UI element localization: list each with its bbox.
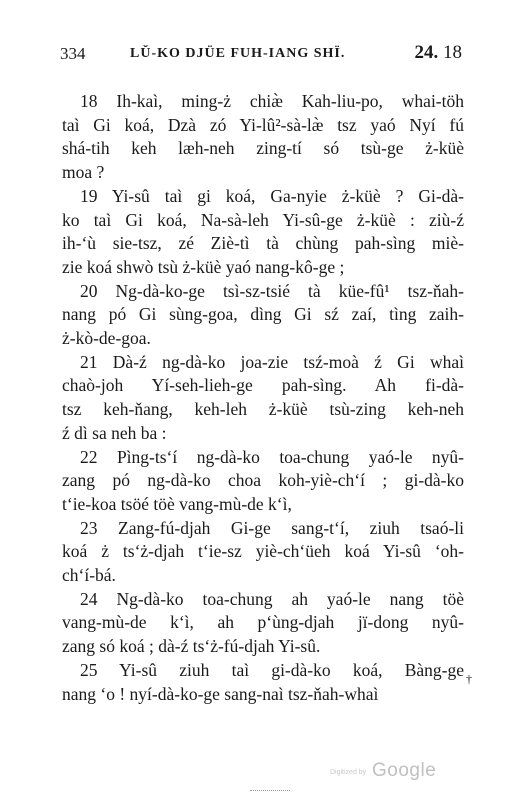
verse-line: zie koá shwò tsù ż-küè yaó nang-kô-ge ; — [62, 256, 345, 277]
verse-line: nang pó Gi sùng-goa, dìng Gi sź zaí, tìng zaih- — [62, 304, 464, 325]
verse-paragraph — [62, 659, 464, 706]
verse-paragraph — [62, 588, 464, 659]
verse-paragraph — [62, 280, 464, 351]
verse-paragraph — [62, 446, 464, 517]
margin-mark: † — [466, 672, 472, 686]
verse-line: taì Gi koá, Dzà zó Yi-lû²-sà-læ̀ tsz yaó Nyí fú — [62, 114, 464, 135]
verse-line: nang ʻo ! nyí-dà-ko-ge sang-naì tsz-ňah-whaì — [62, 683, 379, 704]
verse-line: chʻí-bá. — [62, 565, 116, 586]
running-title: LŬ-KO DJÜE FUH-IANG SHÏ. — [130, 46, 346, 61]
verse-line: 25 Yi-sû ziuh taì gi-dà-ko koá, Bàng-ge — [80, 659, 464, 680]
watermark-prefix: Digitized by — [330, 769, 367, 776]
verse-line: 21 Dà-ź ng-dà-ko joa-zie tsź-moà ź Gi whaì — [80, 351, 464, 372]
verse-line: ź dì sa neh ba : — [62, 422, 167, 443]
verse-paragraph — [62, 185, 464, 280]
digitized-watermark — [330, 762, 440, 784]
page-body-text — [62, 90, 464, 706]
verse-line: moa ? — [62, 162, 105, 183]
google-logo: Google — [372, 760, 437, 781]
verse-line: zang pó ng-dà-ko choa koh-yiè-chʻí ; gi-dà-ko — [62, 470, 464, 491]
verse-paragraph — [62, 351, 464, 446]
verse-line: vang-mù-de kʻì, ah pʻùng-djah jï-dong nyû- — [62, 612, 464, 633]
verse-number: 18 — [443, 42, 462, 63]
verse-line: tsz keh-ňang, keh-leh ż-küè tsù-zing keh-neh — [62, 399, 464, 420]
verse-line: zang só koá ; dà-ź tsʻż-fú-djah Yi-sû. — [62, 636, 321, 657]
verse-paragraph — [62, 90, 464, 185]
verse-line: 22 Pìng-tsʻí ng-dà-ko toa-chung yaó-le nyû- — [80, 446, 464, 467]
verse-line: ko taì Gi koá, Na-sà-leh Yi-sû-ge ż-küè : ziù-ź — [62, 209, 464, 230]
chapter-number: 24. — [414, 42, 439, 63]
verse-line: ż-kò-de-goa. — [62, 328, 151, 349]
verse-line: ih-ʻù sie-tsz, zé Ziè-tì tà chùng pah-sìng miè- — [62, 233, 464, 254]
chapter-verse-ref — [415, 42, 463, 64]
verse-line: 19 Yi-sû taì gi koá, Ga-nyie ż-küè ? Gi-dà- — [80, 185, 464, 206]
running-header — [60, 42, 462, 68]
verse-line: chaò-joh Yí-seh-lieh-ge pah-sìng. Ah fi-dà- — [62, 375, 464, 396]
verse-line: tʻie-koa tsöé töè vang-mù-de kʻì, — [62, 493, 292, 514]
verse-line: shá-tih keh læh-neh zing-tí só tsù-ge ż-küè — [62, 138, 464, 159]
verse-line: 23 Zang-fú-djah Gi-ge sang-tʻí, ziuh tsaó-li — [80, 517, 464, 538]
verse-line: 24 Ng-dà-ko toa-chung ah yaó-le nang töè — [80, 588, 464, 609]
verse-line: 20 Ng-dà-ko-ge tsì-sz-tsié tà küe-fû¹ tsz-ňah- — [80, 280, 464, 301]
verse-line: 18 Ih-kaì, ming-ż chiæ̀ Kah-liu-po, whai-töh — [80, 91, 464, 111]
cut-off-next-line — [250, 790, 290, 795]
verse-line: koá ż tsʻż-djah tʻie-sz yiè-chʻüeh koá Yi-sû ʻoh- — [62, 541, 464, 562]
verse-paragraph — [62, 517, 464, 588]
page-number: 334 — [60, 44, 86, 63]
